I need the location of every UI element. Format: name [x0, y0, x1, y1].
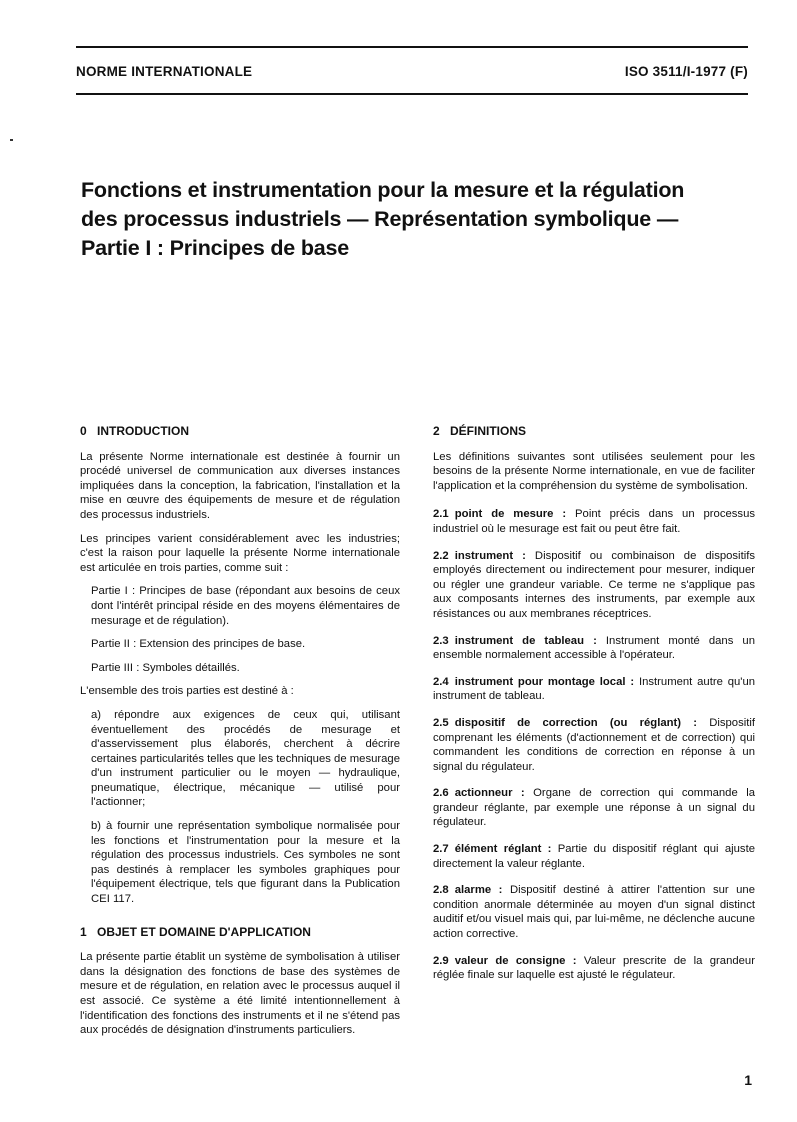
definition-2-9: [433, 954, 755, 983]
intro-part-1: Partie I : Principes de base (répondant aux besoins de ceux dont l'intérêt principal réside en des moyens élémentaires de mesurage et de régulation).: [91, 585, 400, 627]
document-title: [81, 176, 749, 263]
intro-paragraph-1: La présente Norme internationale est destinée à fournir un procédé universel de communication aux diverses instances impliquées dans la conception, la fabrication, l'installation et la mise en œuvre des équipements de mesure et de régulation des processus industriels.: [80, 450, 400, 521]
definition-text: Valeur prescrite de la grandeur réglée finale sur laquelle est ajusté le régulateur.: [433, 954, 755, 982]
definition-text: Dispositif destiné à attirer l'attention sur une condition anormale déterminée au moyen d'un signal distinct auditif et/ou visuel mais qui, par lui-même, ne déclenche aucune action corrective.: [433, 884, 755, 941]
definition-term: valeur de consigne :: [454, 954, 577, 967]
definition-term: actionneur :: [454, 787, 525, 800]
section-title: DÉFINITIONS: [450, 424, 527, 438]
definitions-intro: Les définitions suivantes sont utilisées seulement pour les besoins de la présente Norme internationale, en vue de faciliter l'application et la compréhension du système de symbolisation.: [433, 450, 755, 492]
intro-part-3: Partie III : Symboles détaillés.: [91, 661, 240, 674]
definition-number: 2.8: [433, 884, 449, 897]
definition-number: 2.9: [433, 954, 449, 967]
definition-term: point de mesure :: [454, 508, 567, 521]
section-number: 0: [80, 424, 87, 438]
definition-number: 2.2: [433, 549, 449, 562]
intro-item-b: b) à fournir une représentation symbolique normalisée pour les fonctions et l'instrumentation pour la mesure et la régulation des processus industriels. Ces symboles ne sont pas destinés à remplacer les symboles graphiques pour l'équipement électrique, tels que figurant dans la Publication CEI 117.: [91, 820, 400, 906]
definition-2-5: [433, 716, 755, 774]
definition-2-7: [433, 842, 755, 871]
definitions-heading: [433, 424, 755, 439]
definition-term: alarme :: [454, 884, 503, 897]
scope-paragraph: La présente partie établit un système de symbolisation à utiliser dans la désignation des fonctions de base des systèmes de mesure et de régulation, en relation avec le processus auquel il est associé. Ce système a été limité intentionnellement à l'identification des fonctions des instruments et il ne s'étend pas aux procédés de désignation d'instruments particuliers.: [80, 951, 400, 1037]
definition-number: 2.4: [433, 675, 449, 688]
title-line-1: Fonctions et instrumentation pour la mesure et la régulation: [81, 178, 685, 202]
definition-2-8: [433, 883, 755, 941]
intro-paragraph-3: L'ensemble des trois parties est destiné à :: [80, 685, 294, 698]
definition-2-1: [433, 507, 755, 536]
definition-text: Organe de correction qui commande la grandeur réglante, par exemple une réponse à un signal du régulateur.: [433, 787, 755, 829]
definition-text: Partie du dispositif réglant qui ajuste directement la valeur réglante.: [433, 843, 755, 870]
section-number: 1: [80, 924, 87, 939]
definition-term: instrument :: [454, 549, 526, 562]
definition-number: 2.3: [433, 634, 449, 647]
header-rule: [76, 93, 748, 95]
header-standard-type: NORME INTERNATIONALE: [76, 64, 253, 79]
header-standard-number: ISO 3511/I-1977 (F): [624, 64, 748, 79]
page-number: 1: [744, 1072, 752, 1088]
section-number: 2: [433, 424, 440, 438]
scope-heading: [80, 925, 400, 940]
definition-2-4: [433, 675, 755, 704]
definition-text: Instrument autre qu'un instrument de tableau.: [433, 675, 756, 703]
definition-number: 2.6: [433, 787, 449, 800]
section-title: INTRODUCTION: [97, 424, 189, 438]
definition-number: 2.5: [433, 716, 449, 729]
definition-2-2: [433, 549, 755, 622]
definition-2-6: [433, 786, 755, 830]
definition-text: Instrument monté dans un ensemble normalement accessible à l'opérateur.: [433, 634, 755, 662]
definition-number: 2.7: [433, 843, 449, 856]
right-column: [433, 424, 755, 995]
left-column: [80, 424, 400, 1047]
scan-speck: [10, 139, 13, 141]
top-rule: [76, 46, 748, 48]
introduction-heading: [80, 424, 400, 439]
intro-paragraph-2: Les principes varient considérablement avec les industries; c'est la raison pour laquelle la présente Norme internationale est articulée en trois parties, comme suit :: [80, 532, 400, 574]
definition-number: 2.1: [433, 508, 449, 521]
title-line-3: Partie I : Principes de base: [81, 236, 350, 260]
title-line-2: des processus industriels — Représentation symbolique —: [81, 207, 679, 231]
section-title: OBJET ET DOMAINE D'APPLICATION: [97, 924, 311, 939]
definition-text: Point précis dans un processus industriel où le mesurage est fait ou peut être fait.: [433, 508, 755, 535]
definitions-list: [433, 507, 755, 982]
definition-term: élément réglant :: [454, 843, 552, 856]
definition-2-3: [433, 634, 755, 663]
definition-term: instrument pour montage local :: [454, 675, 635, 688]
definition-text: Dispositif comprenant les éléments (d'actionnement et de correction) qui commandent les conditions de correction en réponse à un signal du régulateur.: [433, 716, 756, 773]
definition-term: instrument de tableau :: [454, 634, 597, 647]
intro-part-2: Partie II : Extension des principes de base.: [91, 638, 306, 651]
definition-term: dispositif de correction (ou réglant) :: [454, 716, 697, 729]
definition-text: Dispositif ou combinaison de dispositifs employés directement ou indirectement pour mesurer, indiquer ou régler une grandeur variable. Ce terme ne s'applique pas aux composants internes des instruments, par exemple aux résistances ou aux membranes réceptrices.: [433, 549, 756, 620]
intro-item-a: a) répondre aux exigences de ceux qui, utilisant éventuellement des procédés de mesurage et d'asservissement plus élaborés, cherchent à décrire certaines particularités telles que les techniques de mesurage d'un instrument particulier ou le moyen — hydraulique, pneumatique, électrique, mécanique — utilisé pour l'actionner;: [91, 708, 400, 809]
